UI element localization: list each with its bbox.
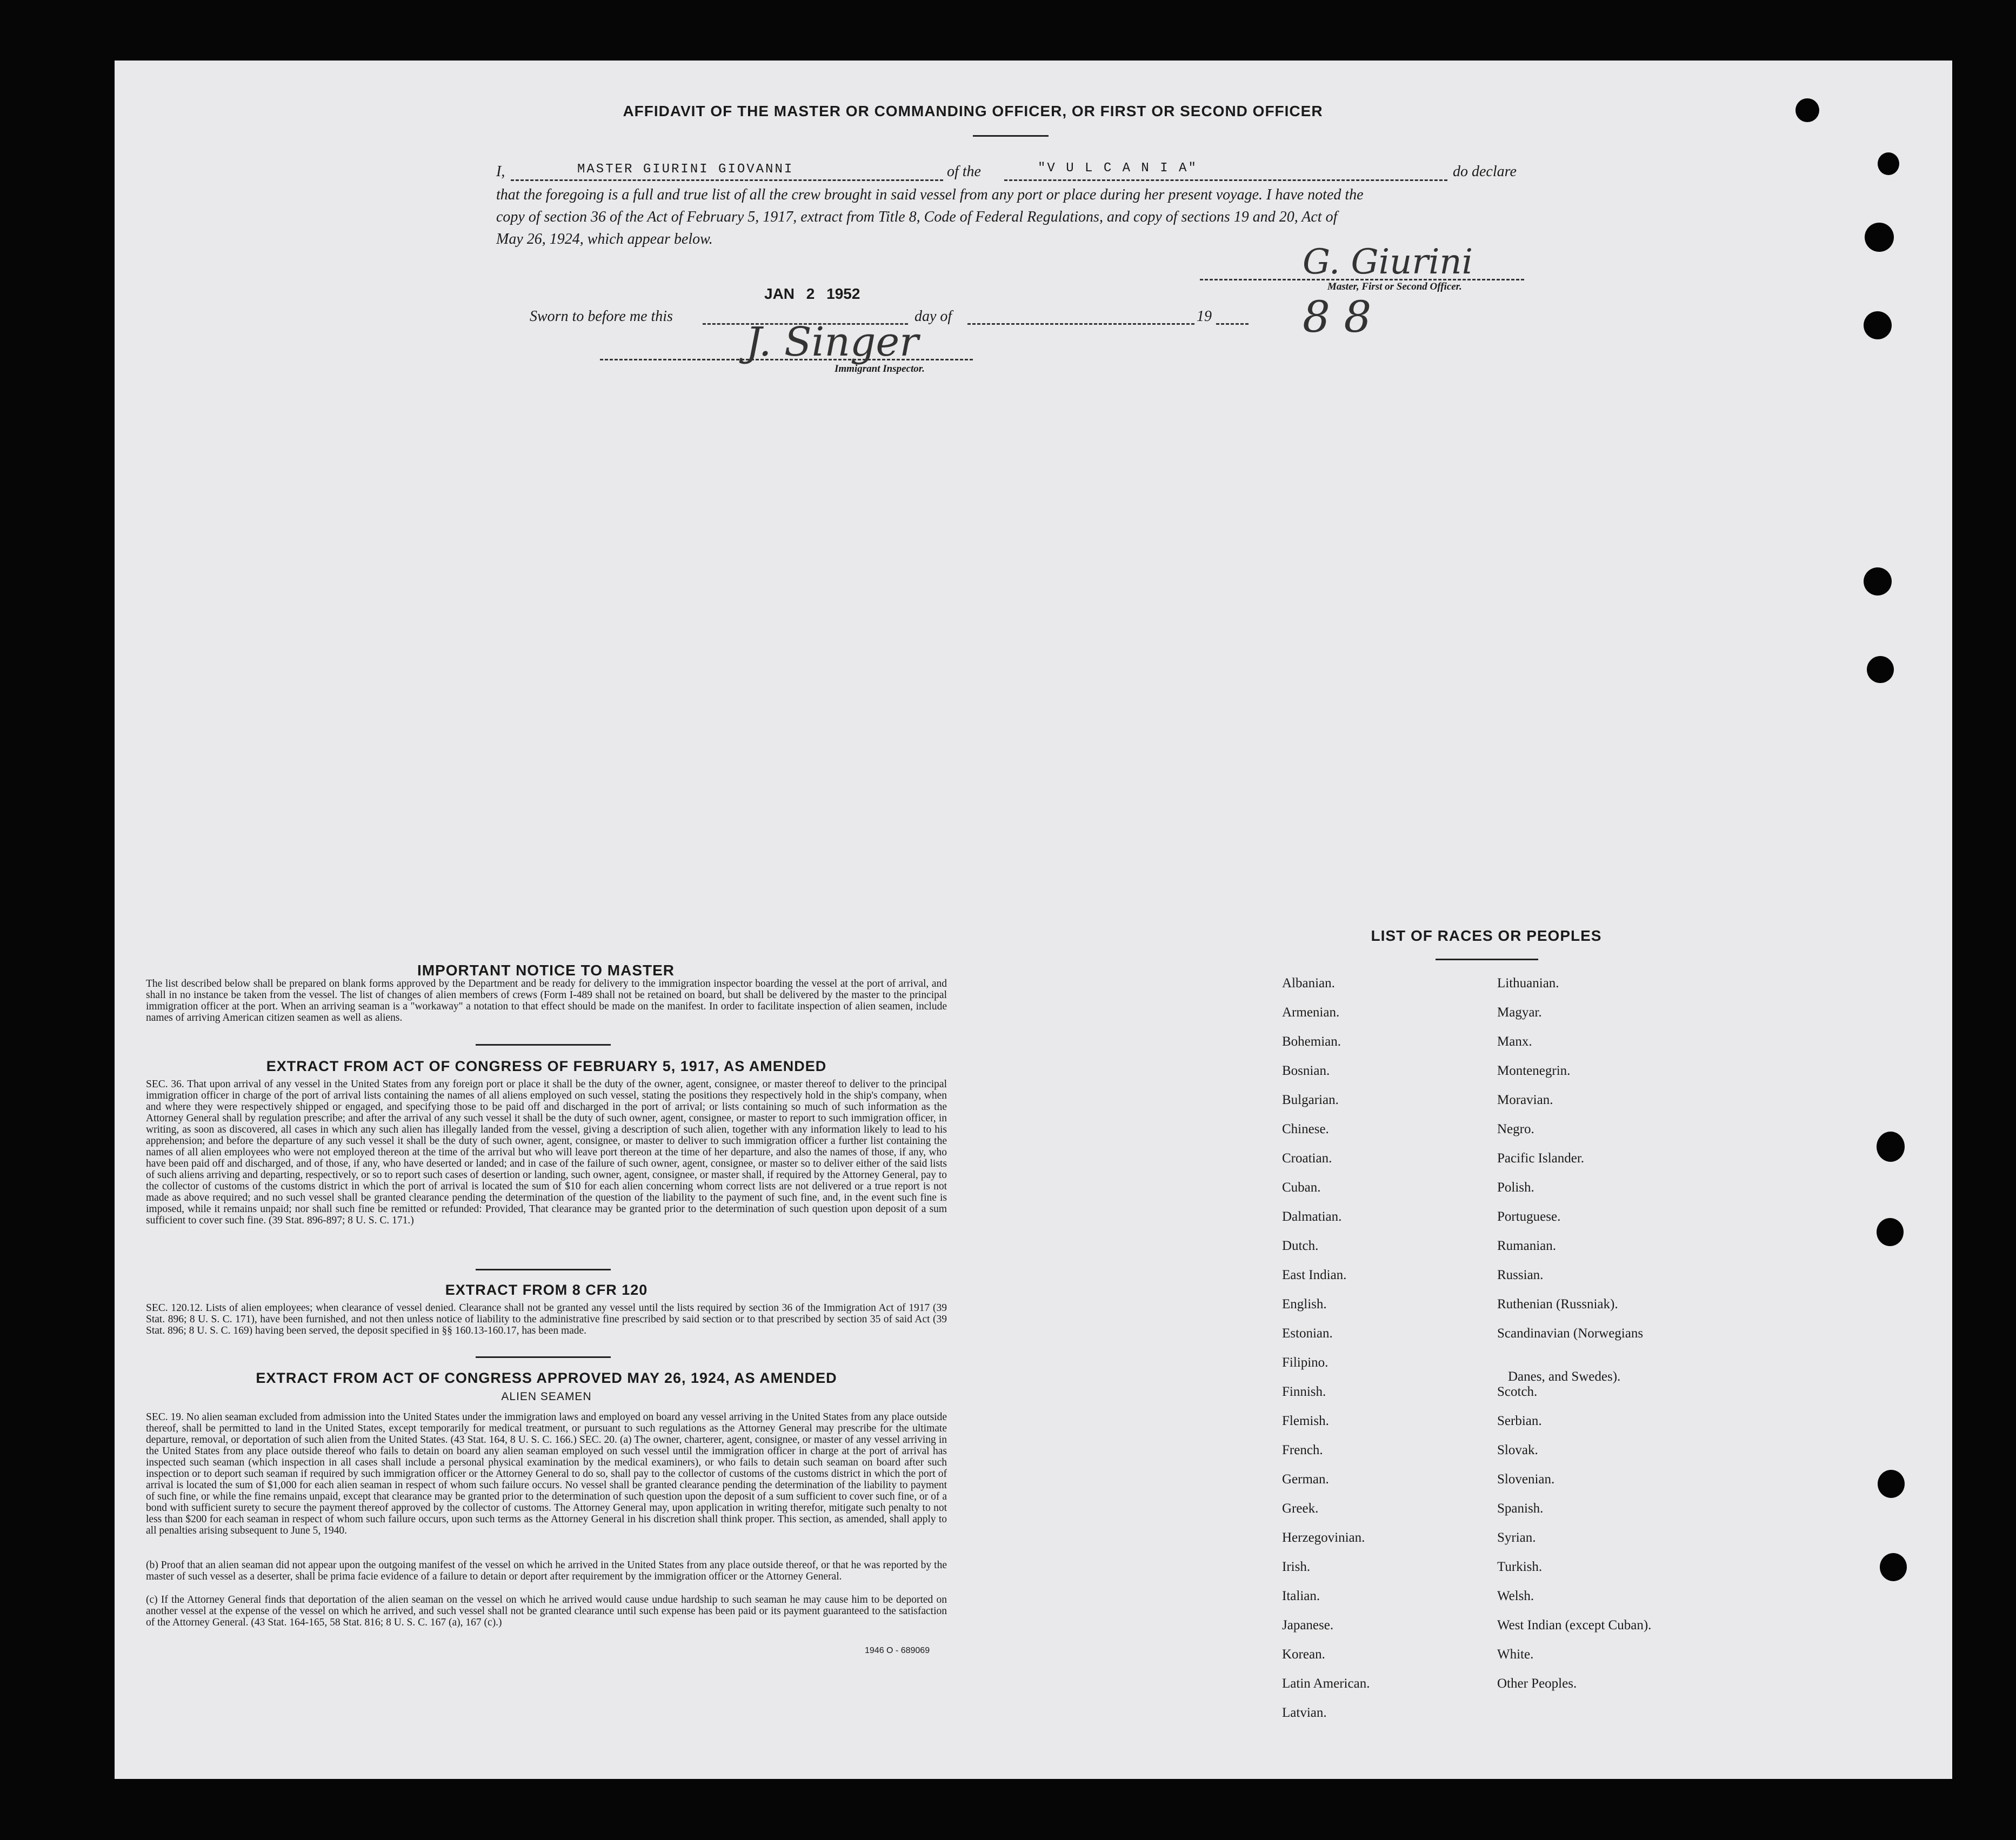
notice-divider bbox=[476, 1044, 611, 1046]
inspector-signature: J. Singer bbox=[746, 319, 919, 365]
race-item: Russian. bbox=[1497, 1268, 1544, 1282]
race-item: Polish. bbox=[1497, 1180, 1534, 1195]
of-the-label: of the bbox=[947, 163, 981, 180]
race-item: Montenegrin. bbox=[1497, 1063, 1571, 1078]
race-item: Dalmatian. bbox=[1282, 1209, 1342, 1224]
affidavit-line-2: that the foregoing is a full and true list of all the crew brought in said vessel from any port or place during her present voyage. I have noted the bbox=[496, 186, 1364, 203]
affidavit-line-4: May 26, 1924, which appear below. bbox=[496, 231, 713, 247]
race-item: Other Peoples. bbox=[1497, 1676, 1577, 1691]
races-title: LIST OF RACES OR PEOPLES bbox=[1371, 927, 1602, 944]
extract-1924-body: SEC. 19. No alien seaman excluded from admission into the United States under the immigration laws and employed on board any vessel arriving in the United States from any place outside thereof, shall be permitted to land in the United States, except temporarily for medical treatment, or pursuant to such regulations as the Attorney General may prescribe for the ultimate departure, removal, or deportation of such alien from the United States. (43 Stat. 164, 8 U. S. C. 166.) SEC. 20. (a) The owner, charterer, agent, consignee, or master of any vessel arriving in the United States from any place outside thereof who fails to detain on board any alien seaman employed on such vessel until the immigration officer in charge at the port of arrival has inspected such seaman (which inspection in all cases shall include a personal physical examination by the medical examiners), or who fails to detain such seaman on board after such inspection or to deport such seaman if required by such immigration officer or the Attorney General to do so, shall pay to the collector of customs of the customs district in which the port of arrival is located the sum of $1,000 for each alien seaman in respect of whom such failure occurs. No vessel shall be granted clearance pending the determination of the liability to payment of such fine, or while the fine remains unpaid, except that clearance may be granted prior to the determination of such question upon the deposit of a sum sufficient to cover such fine, or of a bond with sufficient surety to secure the payment thereof approved by the collector of customs. The Attorney General may, upon application in writing therefor, mitigate such penalty to not less than $200 for each seaman in respect of whom such failure occurs, upon such terms as the Attorney General in his discretion shall think proper. This section, as amended, shall apply to all penalties arising subsequent to June 5, 1940. bbox=[146, 1411, 947, 1536]
punch-hole bbox=[1865, 223, 1894, 252]
print-code: 1946 O - 689069 bbox=[865, 1646, 930, 1655]
extract-cfr-title: EXTRACT FROM 8 CFR 120 bbox=[445, 1282, 648, 1298]
race-item: German. bbox=[1282, 1472, 1329, 1487]
extract-1917-title: EXTRACT FROM ACT OF CONGRESS OF FEBRUARY 5, 1917, AS AMENDED bbox=[266, 1058, 827, 1074]
vessel-name-line bbox=[1004, 179, 1447, 181]
race-item: French. bbox=[1282, 1443, 1323, 1457]
race-item: Manx. bbox=[1497, 1034, 1532, 1049]
sworn-label: Sworn to before me this bbox=[530, 308, 673, 325]
race-item: Croatian. bbox=[1282, 1151, 1332, 1166]
race-item: Scandinavian (Norwegians bbox=[1497, 1326, 1644, 1341]
race-item: Irish. bbox=[1282, 1560, 1311, 1574]
punch-hole bbox=[1864, 311, 1892, 339]
race-item: Bulgarian. bbox=[1282, 1093, 1339, 1107]
affidavit-title: AFFIDAVIT OF THE MASTER OR COMMANDING OFFICER, OR FIRST OR SECOND OFFICER bbox=[623, 103, 1323, 119]
punch-hole bbox=[1878, 152, 1899, 175]
races-title-underline bbox=[1436, 959, 1538, 960]
race-item: Serbian. bbox=[1497, 1414, 1542, 1428]
punch-hole bbox=[1795, 98, 1819, 122]
extract-1924-body-b: (b) Proof that an alien seaman did not appear upon the outgoing manifest of the vessel on which he arrived in the United States from any place outside thereof, or that he was reported by the master of such vessel as a deserter, shall be prima facie evidence of a failure to detain or deport after requirement by the immigration officer or the Attorney General. bbox=[146, 1560, 947, 1582]
day-of-label: day of bbox=[914, 308, 952, 325]
master-name-line bbox=[511, 179, 943, 181]
race-item: Moravian. bbox=[1497, 1093, 1553, 1107]
race-item: English. bbox=[1282, 1297, 1327, 1312]
race-item: Latin American. bbox=[1282, 1676, 1370, 1691]
race-item: Lithuanian. bbox=[1497, 976, 1559, 991]
extract-cfr-body: SEC. 120.12. Lists of alien employees; when clearance of vessel denied. Clearance shall not be granted any vessel until the lists required by section 36 of the Immigration Act of 1917 (39 Stat. 896; 8 U. S. C. 171), have been furnished, and not then unless notice of liability to the administrative fine prescribed by said section or to that prescribed by section 35 of said Act (39 Stat. 896; 8 U. S. C. 169) having been served, the deposit specified in §§ 160.13-160.17, has been made. bbox=[146, 1302, 947, 1336]
race-item: Rumanian. bbox=[1497, 1239, 1557, 1253]
race-item: Japanese. bbox=[1282, 1618, 1334, 1632]
extract-cfr-divider bbox=[476, 1356, 611, 1358]
race-item: West Indian (except Cuban). bbox=[1497, 1618, 1652, 1632]
master-name: MASTER GIURINI GIOVANNI bbox=[577, 162, 794, 177]
inspector-caption: Immigrant Inspector. bbox=[835, 363, 925, 374]
race-item: Ruthenian (Russniak). bbox=[1497, 1297, 1618, 1312]
race-item: Scotch. bbox=[1497, 1384, 1538, 1399]
race-item: Chinese. bbox=[1282, 1122, 1329, 1136]
race-item: Estonian. bbox=[1282, 1326, 1333, 1341]
race-item: Italian. bbox=[1282, 1589, 1320, 1603]
race-item: Finnish. bbox=[1282, 1384, 1326, 1399]
extract-1917-divider bbox=[476, 1269, 611, 1270]
race-item: Portuguese. bbox=[1497, 1209, 1561, 1224]
master-caption: Master, First or Second Officer. bbox=[1327, 281, 1462, 292]
race-item: Latvian. bbox=[1282, 1705, 1327, 1720]
affidavit-line-3: copy of section 36 of the Act of February 5, 1917, extract from Title 8, Code of Federal Regulations, and copy of sections 19 and 20, Act of bbox=[496, 209, 1338, 225]
year-prefix: 19 bbox=[1197, 308, 1212, 325]
race-item: Albanian. bbox=[1282, 976, 1335, 991]
race-item: Syrian. bbox=[1497, 1530, 1536, 1545]
year-line bbox=[1216, 323, 1249, 325]
race-item: Bosnian. bbox=[1282, 1063, 1330, 1078]
extract-1924-body-c: (c) If the Attorney General finds that deportation of the alien seaman on the vessel on which he arrived would cause undue hardship to such seaman he may cause him to be deported on another vessel at the expense of the vessel on which he arrived, and such vessel shall not be granted clearance until such expense has been paid or its payment guaranteed to the satisfaction of the Attorney General. (43 Stat. 164-165, 58 Stat. 816; 8 U. S. C. 167 (a), 167 (c).) bbox=[146, 1594, 947, 1628]
vessel-name: "V U L C A N I A" bbox=[1038, 161, 1198, 176]
race-item: Korean. bbox=[1282, 1647, 1325, 1662]
race-item: Filipino. bbox=[1282, 1355, 1329, 1370]
master-signature: G. Giurini bbox=[1303, 242, 1473, 282]
race-item: Magyar. bbox=[1497, 1005, 1542, 1020]
race-item: Armenian. bbox=[1282, 1005, 1340, 1020]
notice-title: IMPORTANT NOTICE TO MASTER bbox=[417, 962, 675, 979]
race-item: Pacific Islander. bbox=[1497, 1151, 1585, 1166]
notice-body: The list described below shall be prepared on blank forms approved by the Department and be ready for delivery to the immigration inspector boarding the vessel at the port of arrival, and shall in no instance be taken from the vessel. The list of changes of alien members of crews (Form I-489 shall not be retained on board, but shall be delivered by the master to the principal immigration officer at the port. When an arriving seaman is a "workaway" a notation to that effect should be made on the manifest. In order to facilitate inspection of alien seamen, include names of arriving American citizen seamen as well as aliens. bbox=[146, 978, 947, 1023]
race-item: Turkish. bbox=[1497, 1560, 1543, 1574]
race-item: Herzegovinian. bbox=[1282, 1530, 1365, 1545]
month-line bbox=[967, 323, 1194, 325]
punch-hole bbox=[1877, 1132, 1905, 1162]
punch-hole bbox=[1880, 1553, 1907, 1581]
race-item: White. bbox=[1497, 1647, 1534, 1662]
extract-1917-body: SEC. 36. That upon arrival of any vessel in the United States from any foreign port or place it shall be the duty of the owner, agent, consignee, or master thereof to deliver to the principal immigration officer in charge of the port of arrival lists containing the names of all aliens employed on such vessel, stating the positions they respectively hold in the ship's company, when and where they were respectively shipped or engaged, and specifying those to be paid off and discharged in the port of arrival; or lists containing so much of such information as the Attorney General shall by regulation prescribe; and after the arrival of any such vessel it shall be the duty of such owner, agent, consignee, or master to report to such immigration officer, in writing, as soon as discovered, all cases in which any such alien has illegally landed from the vessel, giving a description of such alien, together with any information likely to lead to his apprehension; and before the departure of any such vessel it shall be the duty of such owner, agent, consignee, or master to deliver to such immigration officer a further list containing the names of all alien employees who were not employed thereon at the time of the arrival but who will leave port thereon at the time of her departure, and also the names of those, if any, who have been paid off and discharged, and of those, if any, who have deserted or landed; and in case of the failure of such owner, agent, consignee, or master so to deliver either of the said lists of such aliens arriving and departing, respectively, or so to report such cases of desertion or landing, such owner, agent, consignee, or master shall, if required by the Attorney General, pay to the collector of customs of the customs district in which the port of arrival is located the sum of $10 for each alien concerning whom correct lists are not delivered or a true report is not made as above required; and no such vessel shall be granted clearance pending the determination of the question of the liability to the payment of such fine, and, in the event such fine is imposed, while it remains unpaid; nor shall such fine be remitted or refunded: Provided, That clearance may be granted prior to the determination of such question upon deposit of a sum sufficient to cover such fine. (39 Stat. 896-897; 8 U. S. C. 171.) bbox=[146, 1079, 947, 1226]
punch-hole bbox=[1878, 1470, 1905, 1498]
extract-1924-subtitle: ALIEN SEAMEN bbox=[501, 1390, 592, 1403]
title-underline bbox=[973, 135, 1049, 137]
race-item: Slovenian. bbox=[1497, 1472, 1555, 1487]
race-item: Greek. bbox=[1282, 1501, 1319, 1516]
race-item: Dutch. bbox=[1282, 1239, 1319, 1253]
handwritten-initials: 8 8 bbox=[1303, 292, 1372, 342]
race-item: Spanish. bbox=[1497, 1501, 1544, 1516]
extract-1924-title: EXTRACT FROM ACT OF CONGRESS APPROVED MAY 26, 1924, AS AMENDED bbox=[256, 1370, 837, 1386]
race-item: Slovak. bbox=[1497, 1443, 1538, 1457]
i-label: I, bbox=[496, 163, 505, 180]
punch-hole bbox=[1864, 567, 1892, 596]
race-item: Welsh. bbox=[1497, 1589, 1534, 1603]
race-item: Cuban. bbox=[1282, 1180, 1321, 1195]
race-item: Negro. bbox=[1497, 1122, 1534, 1136]
race-item: East Indian. bbox=[1282, 1268, 1347, 1282]
date-stamp: JAN 2 1952 bbox=[764, 285, 860, 302]
punch-hole bbox=[1867, 656, 1894, 683]
race-item: Bohemian. bbox=[1282, 1034, 1341, 1049]
do-declare-label: do declare bbox=[1453, 163, 1517, 180]
punch-hole bbox=[1877, 1218, 1904, 1246]
race-item: Flemish. bbox=[1282, 1414, 1329, 1428]
race-item: Danes, and Swedes). bbox=[1508, 1369, 1621, 1384]
